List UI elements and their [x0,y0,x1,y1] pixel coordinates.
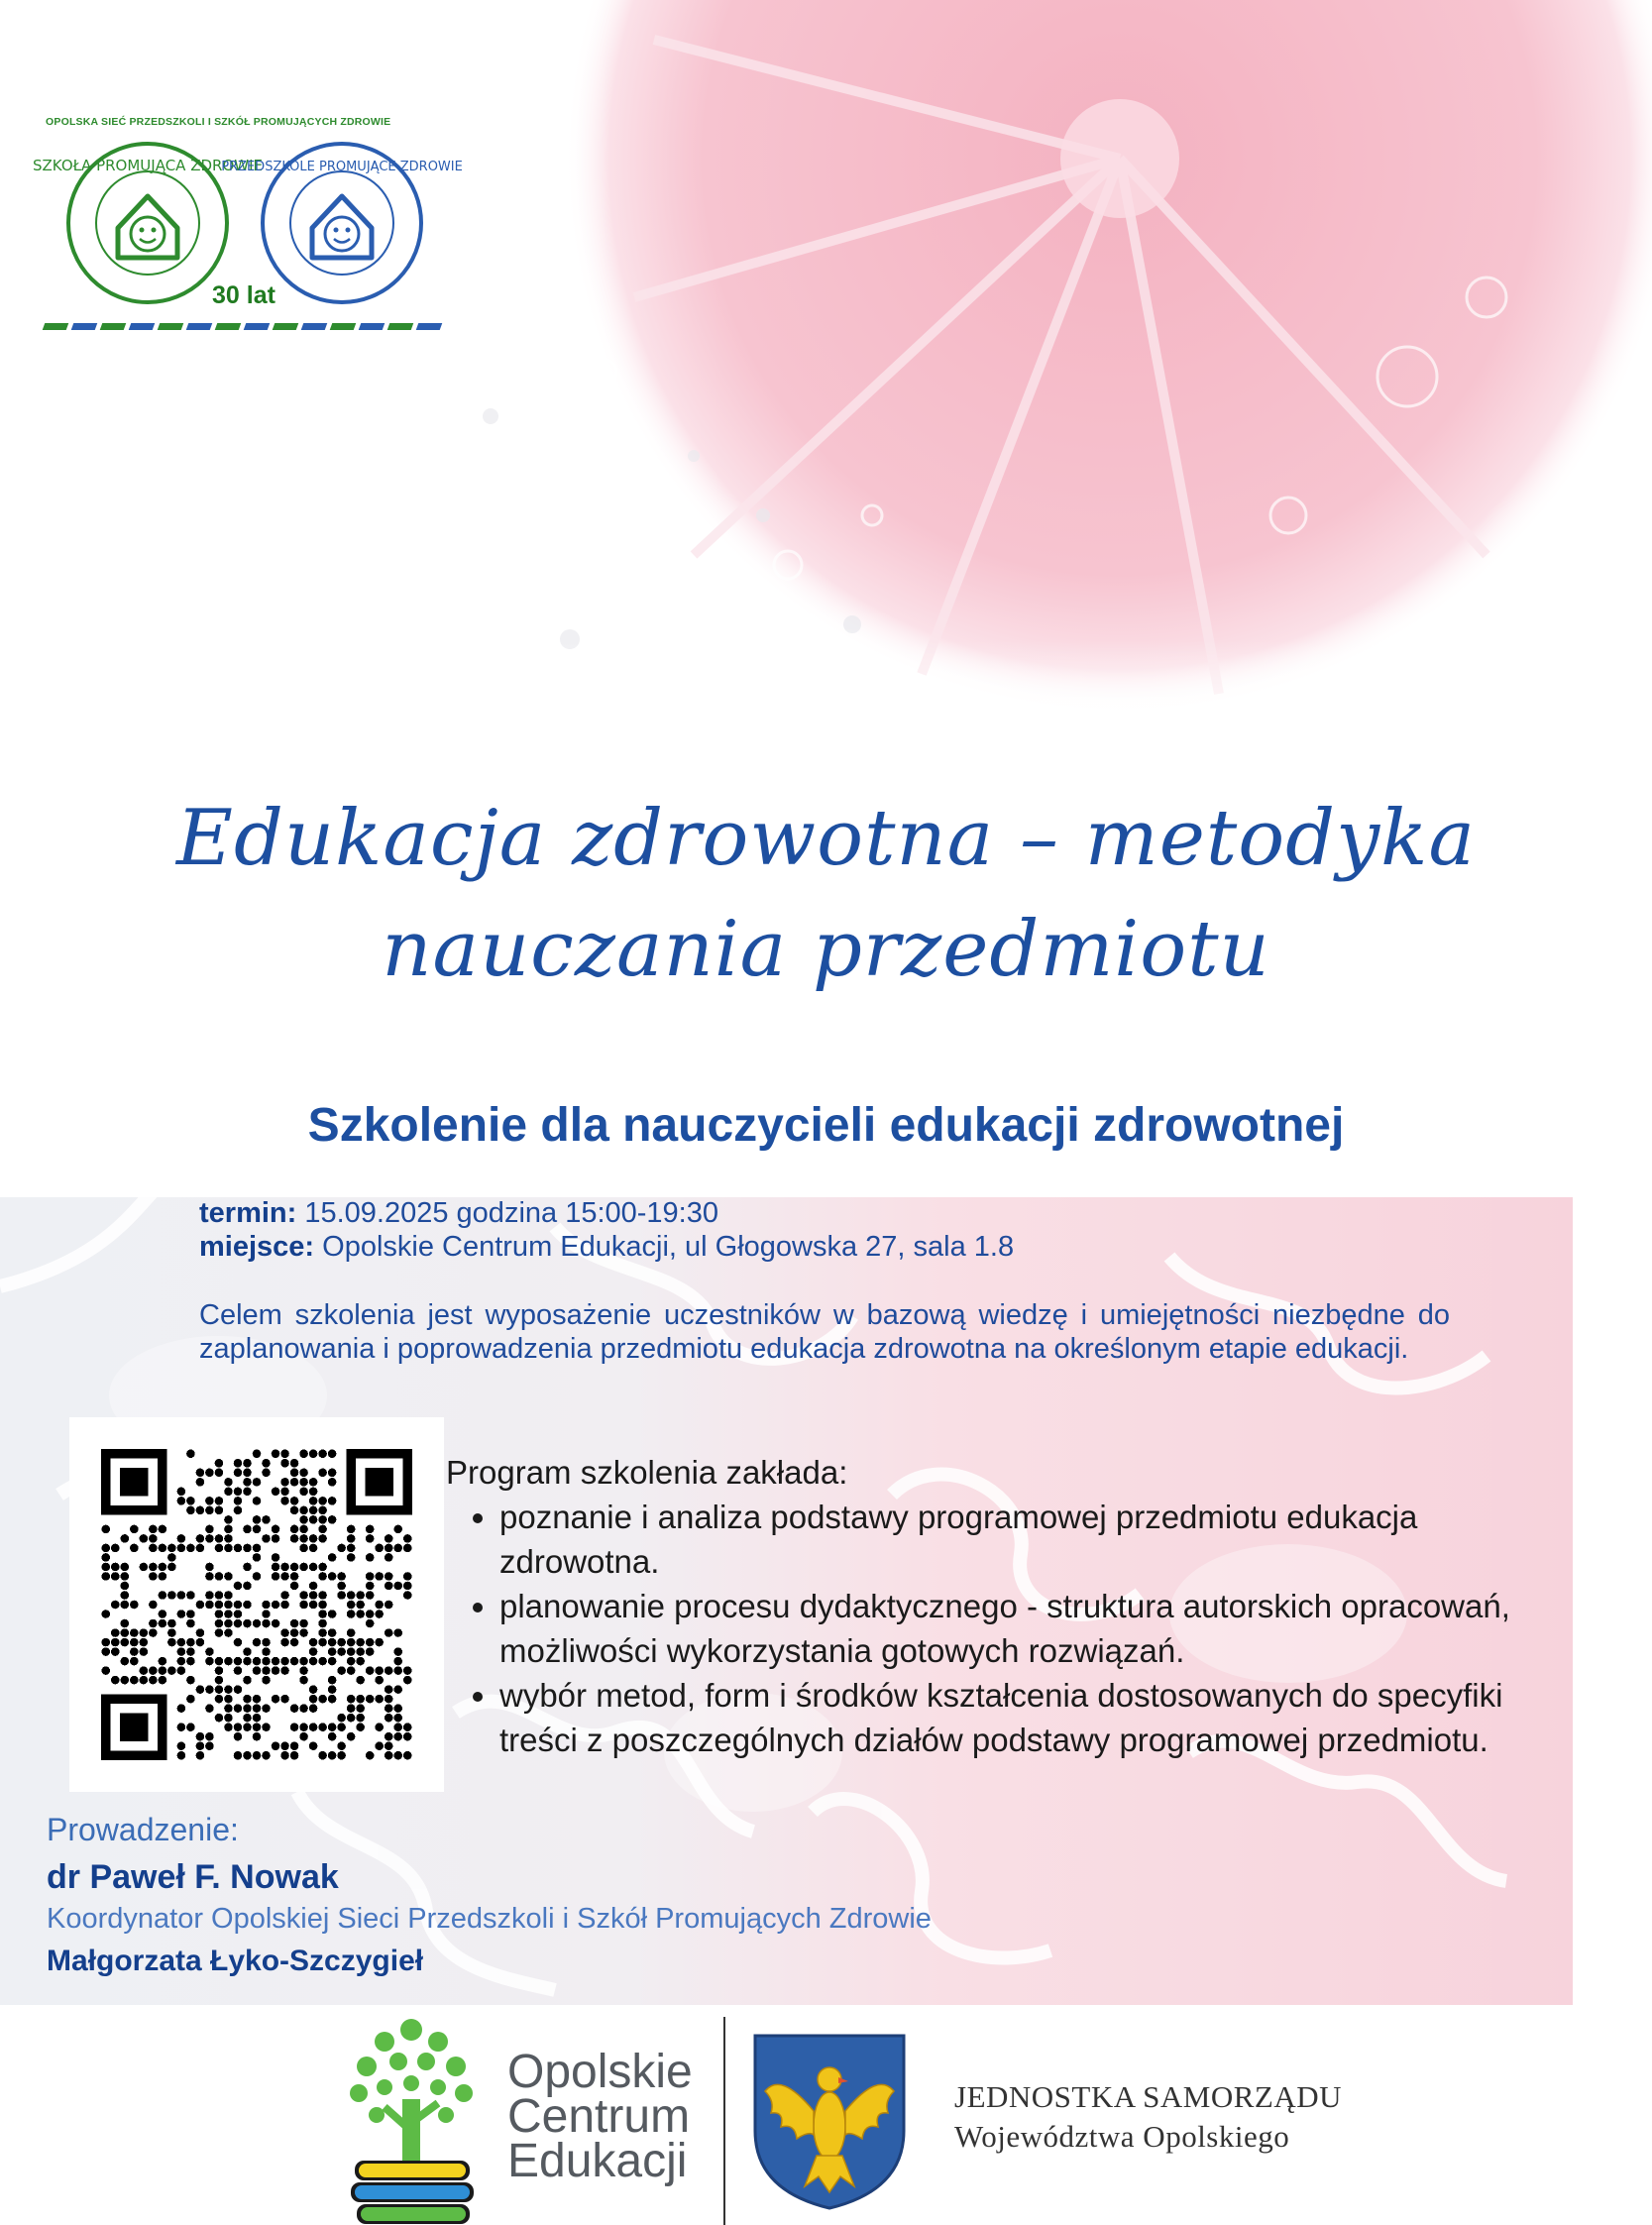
program-section [446,1450,1566,1762]
place-label: miejsce: [199,1231,315,1263]
program-list [446,1495,1566,1762]
lead-name-secondary: Małgorzata Łyko-Szczygieł [47,1945,424,1977]
main-title-line1: Edukacja zdrowotna – metodyka [176,794,1476,883]
logo-stripe [244,323,271,330]
logo-stripe [100,323,127,330]
footer-divider [723,2017,725,2225]
opolskie-coat-of-arms [751,2032,908,2210]
place-line [199,1231,1014,1264]
logo-stripe [359,323,385,330]
logo-stripe [416,323,443,330]
program-heading: Program szkolenia zakłada: [446,1454,848,1491]
logo-stripe [129,323,156,330]
oce-wordmark [507,2046,693,2187]
qr-code-pattern [101,1449,412,1760]
logo-years: 30 lat [212,281,275,309]
program-item: • planowanie procesu dydaktycznego - struktura autorskich opracowań, możliwości wykorzystania gotowych rozwiązań. [499,1584,1566,1673]
oce-line1: Opolskie [507,2046,693,2098]
main-title [79,783,1573,1005]
date-line [199,1197,718,1230]
preschool-badge-text: PRZEDSZKOLE PROMUJĄCE ZDROWIE [221,160,463,174]
lead-name-primary: dr Paweł F. Nowak [47,1858,339,1896]
js-line2: Województwa Opolskiego [954,2119,1290,2154]
date-value: 15.09.2025 godzina 15:00-19:30 [296,1197,718,1229]
logo-stripe [71,323,98,330]
grapefruit-background-image [0,0,1573,753]
logo-stripe [158,323,184,330]
oce-tree-logo [337,2012,486,2225]
lead-role: Koordynator Opolskiej Sieci Przedszkoli i Szkół Promujących Zdrowie [47,1903,932,1935]
program-item: • poznanie i analiza podstawy programowej przedmiotu edukacja zdrowotna. [499,1495,1566,1584]
main-title-line2: nauczania przedmiotu [382,905,1270,994]
place-value: Opolskie Centrum Edukacji, ul Głogowska 27, sala 1.8 [314,1231,1015,1263]
qr-code[interactable] [69,1417,444,1792]
logo-caption: OPOLSKA SIEĆ PRZEDSZKOLI I SZKÓŁ PROMUJĄCYCH ZDROWIE [46,116,391,128]
lead-label: Prowadzenie: [47,1812,239,1847]
oce-line3: Edukacji [507,2135,688,2187]
logo-stripe [215,323,242,330]
oce-line2: Centrum [507,2090,691,2143]
logo-stripe-divider [46,321,444,333]
school-badge-text: SZKOŁA PROMUJĄCA ZDROWIE [33,157,263,174]
js-line1: JEDNOSTKA SAMORZĄDU [954,2079,1343,2114]
date-label: termin: [199,1197,297,1229]
logo-stripe [43,323,69,330]
logo-stripe [387,323,414,330]
logo-stripe [273,323,299,330]
logo-stripe [301,323,328,330]
subtitle: Szkolenie dla nauczycieli edukacji zdrowotnej [307,1099,1345,1152]
logo-stripe [186,323,213,330]
program-item: • wybór metod, form i środków kształcenia dostosowanych do specyfiki treści z poszczególnych działów podstawy programowej przedmiotu. [499,1673,1566,1762]
logo-stripe [330,323,357,330]
description-paragraph: Celem szkolenia jest wyposażenie uczestników w bazową wiedzę i umiejętności niezbędne do zaplanowania i poprowadzenia przedmiotu edukacja zdrowotna na określonym etapie edukacji. [199,1299,1450,1365]
